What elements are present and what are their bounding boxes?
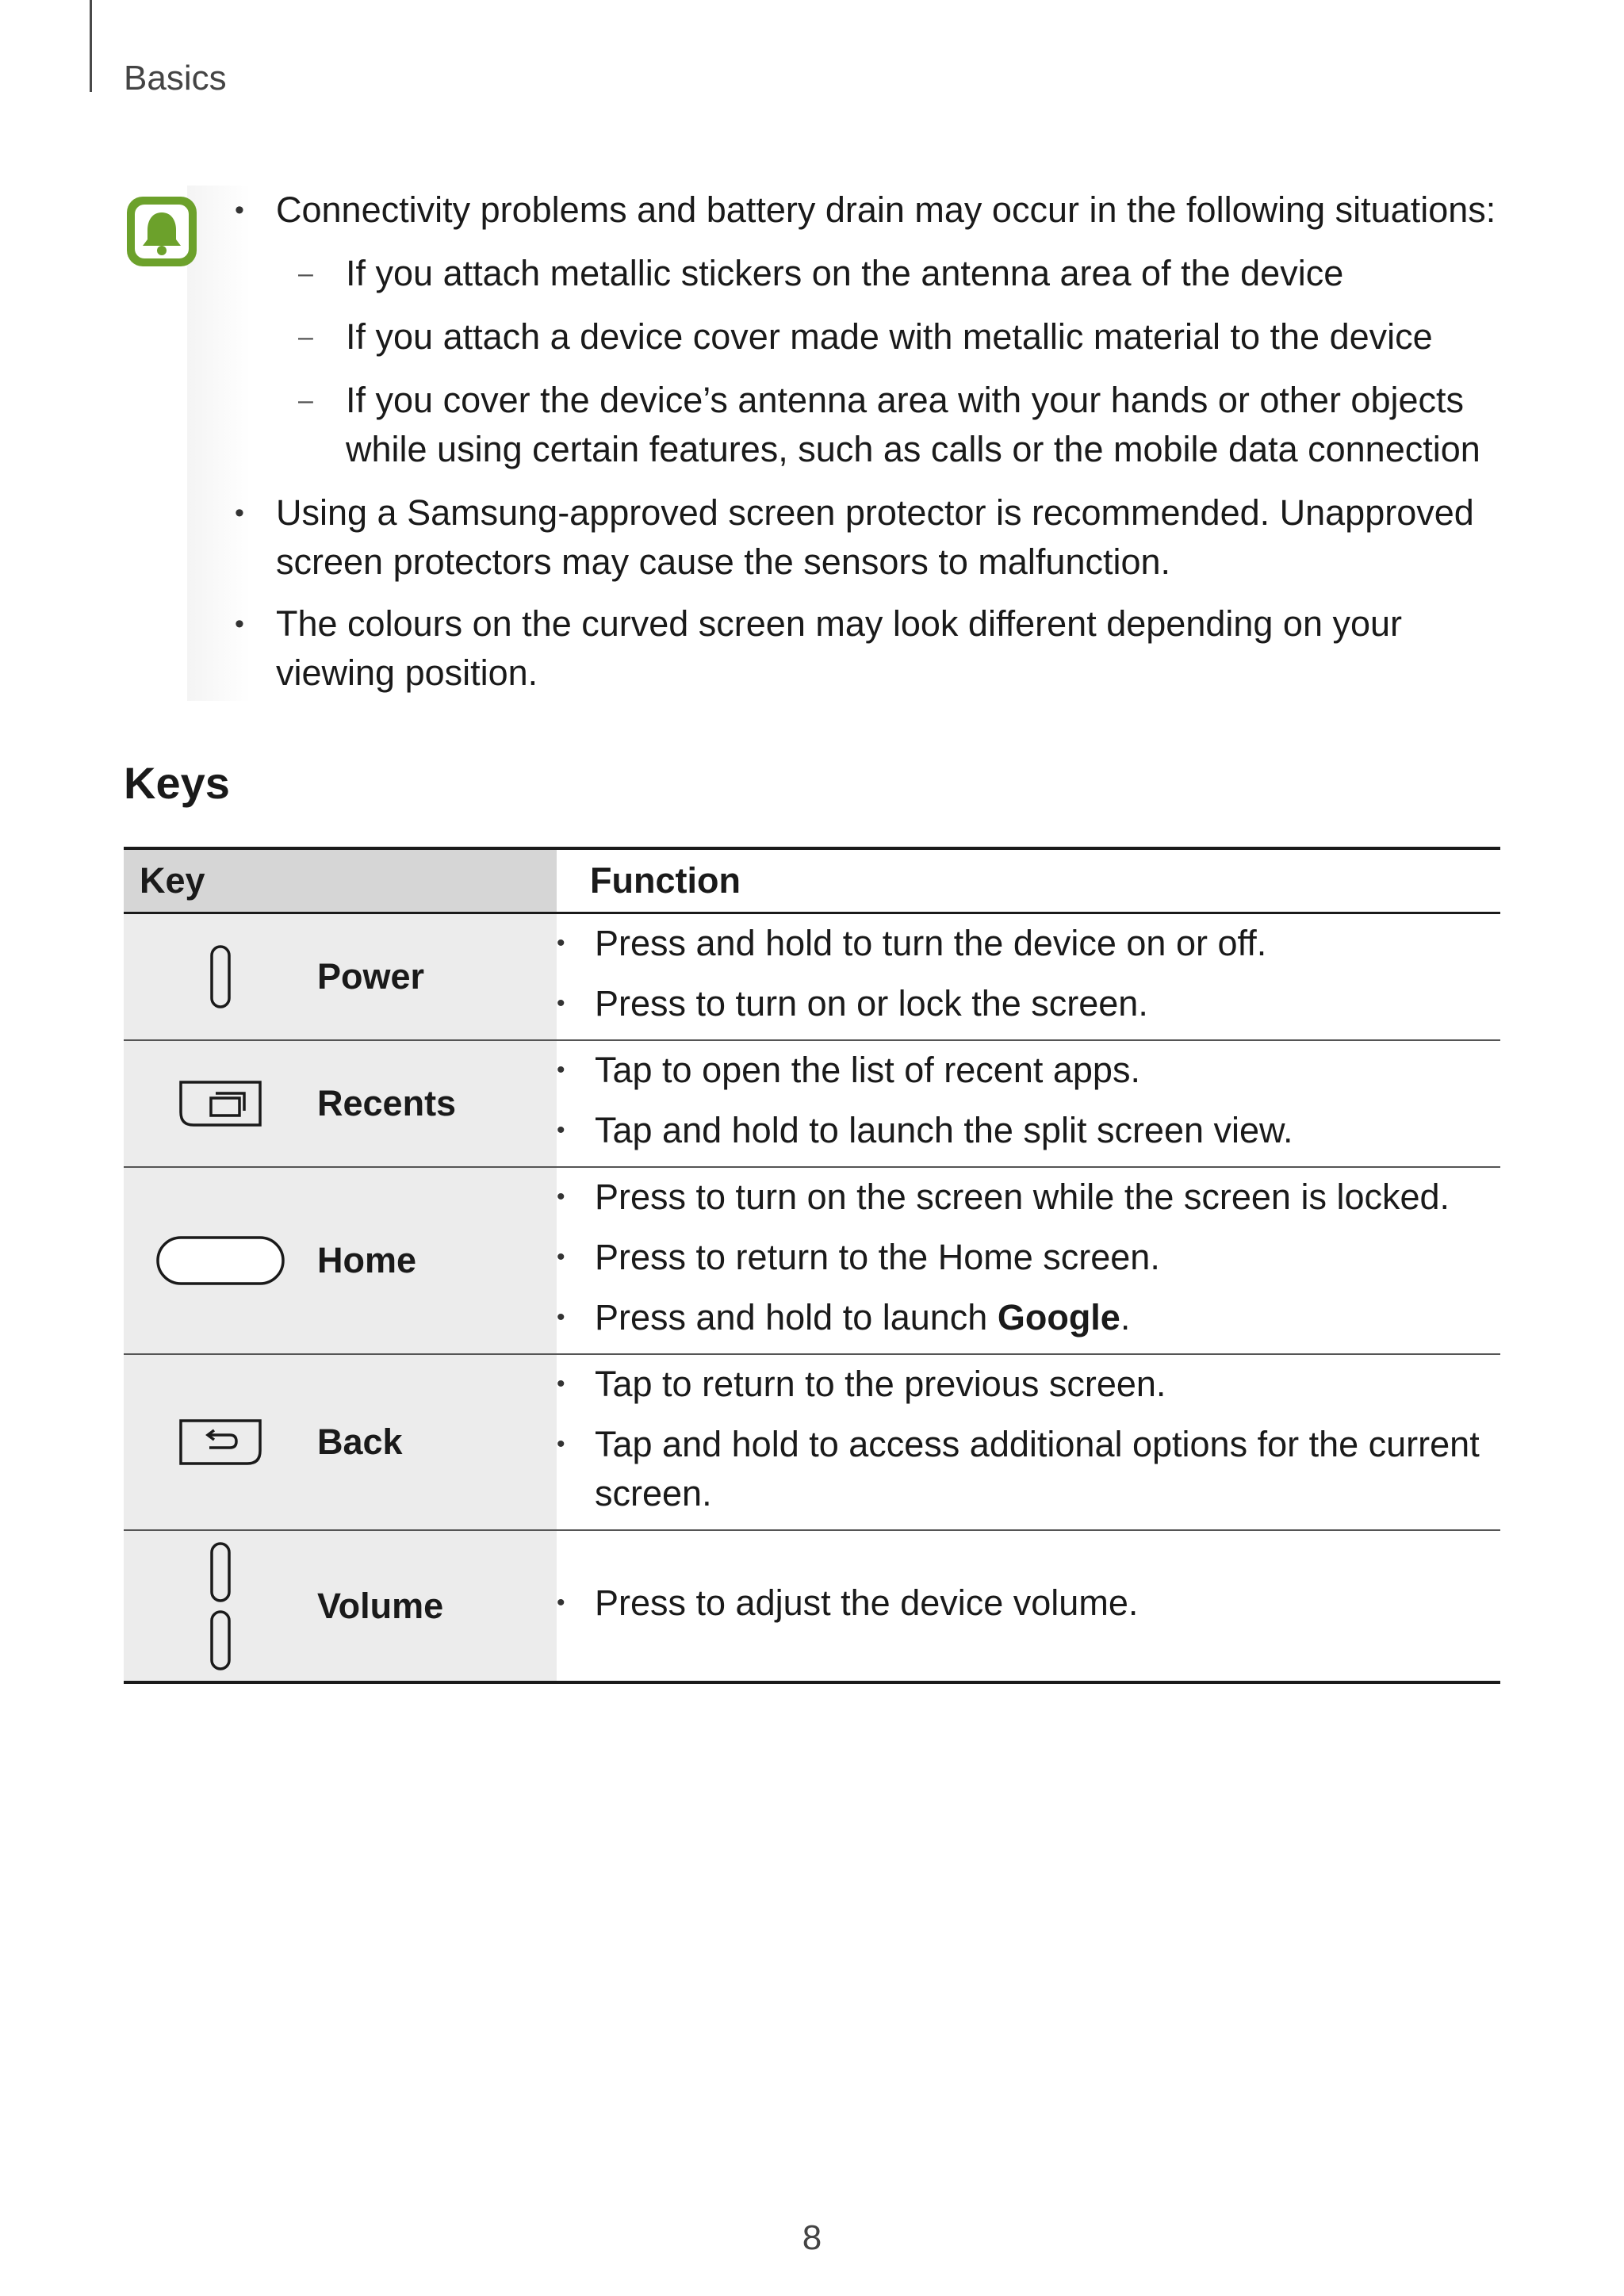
list-item [233, 599, 1502, 698]
key-cell [124, 1530, 557, 1682]
list-item: • Tap to open the list of recent apps. [557, 1046, 1500, 1095]
key-cell [124, 913, 557, 1041]
key-name: Home [317, 1240, 417, 1280]
note-text: The colours on the curved screen may look different depending on your viewing position. [276, 603, 1403, 693]
list-item: • Press to turn on or lock the screen. [557, 979, 1500, 1028]
table-header-row [124, 848, 1500, 913]
note-bullets [233, 186, 1502, 710]
key-name: Recents [317, 1083, 457, 1123]
column-header-key: Key [124, 848, 557, 913]
section-label: Basics [124, 59, 227, 98]
list-item [233, 186, 1502, 474]
page-number: 8 [802, 2218, 822, 2257]
note-text: Using a Samsung-approved screen protector is recommended. Unapproved screen protectors may cause the sensors to malfunction. [276, 492, 1474, 582]
sub-text: If you attach metallic stickers on the antenna area of the device [346, 253, 1344, 293]
keys-heading: Keys [124, 758, 230, 808]
google-name: Google [997, 1297, 1120, 1337]
key-name: Volume [317, 1585, 444, 1626]
list-item: • Tap and hold to access additional options for the current screen. [557, 1420, 1500, 1518]
table-row [124, 1167, 1500, 1354]
notice-bell-icon [124, 193, 200, 270]
function-cell [557, 1167, 1500, 1354]
margin-rule [90, 0, 92, 92]
list-item [276, 312, 1502, 362]
function-text-end: . [1120, 1297, 1131, 1337]
key-cell [124, 1040, 557, 1167]
list-item [233, 488, 1502, 587]
key-name: Back [317, 1422, 403, 1462]
list-item [276, 249, 1502, 298]
key-name: Power [317, 956, 425, 997]
column-header-function: Function [557, 848, 1500, 913]
list-item [276, 376, 1502, 474]
key-cell [124, 1354, 557, 1530]
recents-key-icon [178, 1077, 263, 1130]
note-text: Connectivity problems and battery drain may occur in the following situations: [276, 189, 1496, 230]
function-cell [557, 1530, 1500, 1682]
table-row [124, 1040, 1500, 1167]
function-text: Press and hold to launch [595, 1297, 998, 1337]
keys-table [124, 847, 1500, 1684]
list-item: • Press to return to the Home screen. [557, 1233, 1500, 1282]
list-item [557, 1293, 1500, 1342]
table-row [124, 913, 1500, 1041]
volume-key-icon [209, 1540, 232, 1672]
list-item: • Tap and hold to launch the split screen view. [557, 1106, 1500, 1155]
list-item: • Tap to return to the previous screen. [557, 1360, 1500, 1409]
function-cell [557, 1040, 1500, 1167]
sub-text: If you attach a device cover made with metallic material to the device [346, 316, 1433, 357]
table-row [124, 1354, 1500, 1530]
function-cell [557, 913, 1500, 1041]
sub-list [276, 249, 1502, 474]
sub-text: If you cover the device’s antenna area with your hands or other objects while using certain features, such as calls or the mobile data connection [346, 380, 1480, 469]
home-key-icon [155, 1234, 286, 1287]
key-cell [124, 1167, 557, 1354]
back-key-icon [178, 1416, 263, 1468]
list-item: • Press to adjust the device volume. [557, 1578, 1500, 1628]
table-row [124, 1530, 1500, 1682]
list-item: • Press and hold to turn the device on or off. [557, 919, 1500, 968]
list-item: • Press to turn on the screen while the screen is locked. [557, 1173, 1500, 1222]
function-cell [557, 1354, 1500, 1530]
power-key-icon [209, 943, 232, 1010]
